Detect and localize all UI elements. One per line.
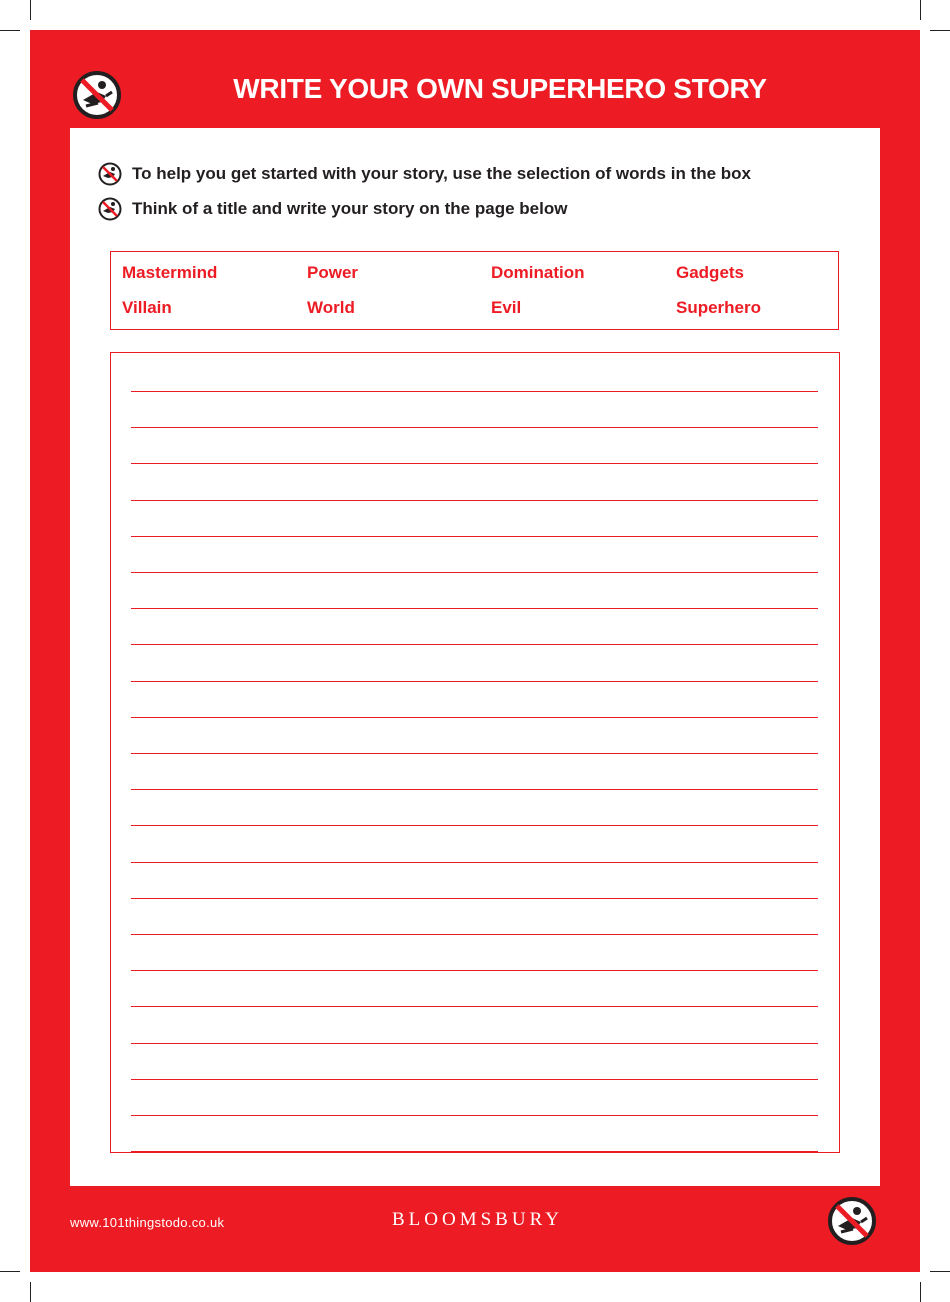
- page-title: WRITE YOUR OWN SUPERHERO STORY: [233, 73, 767, 104]
- word-item: Domination: [491, 263, 585, 282]
- instruction-item: [98, 162, 751, 186]
- writing-line: [131, 717, 818, 718]
- word-item: Villain: [122, 298, 172, 317]
- no-superhero-bullet-icon: [98, 197, 122, 221]
- writing-line: [131, 427, 818, 428]
- instruction-item: [98, 197, 567, 221]
- publisher-logo: BLOOMSBURY: [392, 1209, 563, 1230]
- crop-mark: [930, 30, 950, 31]
- writing-line: [131, 1151, 818, 1152]
- crop-mark: [0, 30, 20, 31]
- writing-line: [131, 681, 818, 682]
- crop-mark: [920, 0, 921, 20]
- writing-line: [131, 500, 818, 501]
- crop-mark: [0, 1271, 20, 1272]
- word-box: [110, 251, 839, 330]
- word-item: Superhero: [676, 298, 762, 317]
- word-item: World: [307, 298, 355, 317]
- writing-line: [131, 825, 818, 826]
- writing-line: [131, 898, 818, 899]
- writing-line: [131, 1043, 818, 1044]
- crop-mark: [30, 1282, 31, 1302]
- no-superhero-logo-icon: [827, 1196, 877, 1246]
- writing-line: [131, 753, 818, 754]
- writing-line: [131, 1079, 818, 1080]
- crop-mark: [920, 1282, 921, 1302]
- website-url: www.101thingstodo.co.uk: [70, 1215, 225, 1230]
- word-item: Gadgets: [676, 263, 745, 282]
- word-item: Evil: [491, 298, 522, 317]
- writing-line: [131, 1006, 818, 1007]
- word-item: Power: [307, 263, 359, 282]
- crop-mark: [930, 1271, 950, 1272]
- writing-line: [131, 463, 818, 464]
- writing-line: [131, 608, 818, 609]
- writing-line: [131, 789, 818, 790]
- word-item: Mastermind: [122, 263, 218, 282]
- writing-line: [131, 970, 818, 971]
- writing-line: [131, 862, 818, 863]
- crop-mark: [30, 0, 31, 20]
- no-superhero-bullet-icon: [98, 162, 122, 186]
- instruction-text: To help you get started with your story, use the selection of words in the box: [132, 164, 751, 183]
- writing-line: [131, 391, 818, 392]
- writing-line: [131, 934, 818, 935]
- writing-line: [131, 536, 818, 537]
- story-writing-area[interactable]: [110, 352, 840, 1153]
- instruction-text: Think of a title and write your story on the page below: [132, 199, 568, 218]
- writing-line: [131, 572, 818, 573]
- writing-line: [131, 644, 818, 645]
- writing-line: [131, 1115, 818, 1116]
- no-superhero-logo-icon: [72, 70, 122, 120]
